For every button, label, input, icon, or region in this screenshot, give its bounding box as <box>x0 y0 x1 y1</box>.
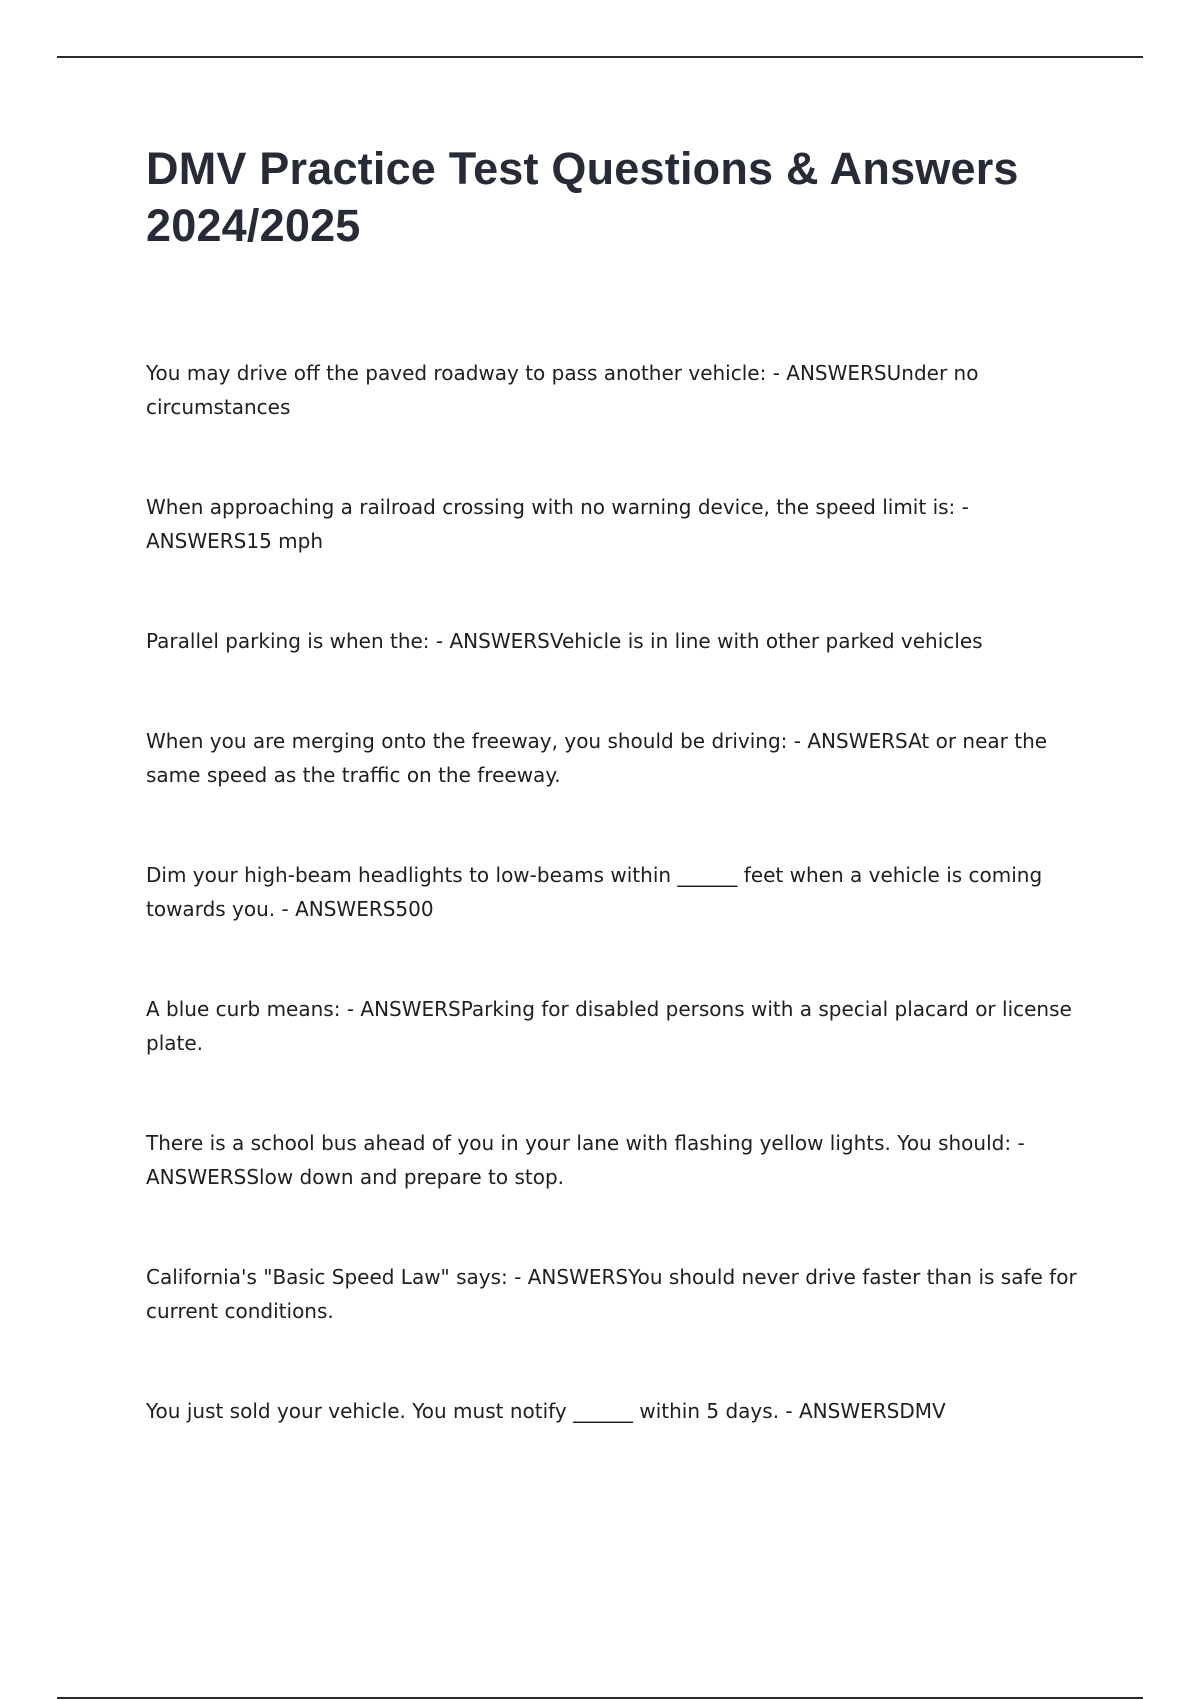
answer-text: DMV <box>899 1399 946 1423</box>
answer-marker: - ANSWERS <box>793 729 909 753</box>
document-title: DMV Practice Test Questions & Answers 2024/2025 <box>146 143 1019 251</box>
answer-text: 500 <box>395 897 434 921</box>
answer-text: Parking for disabled persons with a special placard or license plate. <box>146 997 1072 1055</box>
qa-item-6 <box>146 992 1086 1060</box>
answer-marker: - ANSWERS <box>435 629 550 653</box>
question-text: California's "Basic Speed Law" says: <box>146 1265 515 1289</box>
answer-text: Slow down and prepare to stop. <box>246 1165 565 1189</box>
question-text: When approaching a railroad crossing with no warning device, the speed limit is: <box>146 495 962 519</box>
question-text: There is a school bus ahead of you in your lane with flashing yellow lights. You should: <box>146 1131 1018 1155</box>
answer-marker: - ANSWERS <box>146 495 969 553</box>
top-rule <box>57 56 1143 58</box>
qa-item-7 <box>146 1126 1086 1194</box>
answer-text: At or near the same speed as the traffic on the freeway. <box>146 729 1048 787</box>
question-text: You just sold your vehicle. You must notify ______ within 5 days. <box>146 1399 786 1423</box>
bottom-rule <box>57 1697 1143 1699</box>
question-text: When you are merging onto the freeway, you should be driving: <box>146 729 794 753</box>
qa-item-3 <box>146 624 1086 658</box>
answer-marker: - ANSWERS <box>772 361 887 385</box>
qa-item-5 <box>146 858 1086 926</box>
answer-marker: - ANSWERS <box>346 997 461 1021</box>
qa-item-1 <box>146 356 1086 424</box>
answer-marker: - ANSWERS <box>281 897 396 921</box>
answer-text: Vehicle is in line with other parked vehicles <box>549 629 983 653</box>
question-text: Parallel parking is when the: <box>146 629 436 653</box>
answer-text: You should never drive faster than is safe for current conditions. <box>146 1265 1077 1323</box>
question-text: You may drive off the paved roadway to pass another vehicle: <box>146 361 773 385</box>
qa-item-4 <box>146 724 1086 792</box>
document-body <box>146 140 1086 1423</box>
answer-marker: - ANSWERS <box>514 1265 629 1289</box>
answer-text: Under no circumstances <box>146 361 979 419</box>
question-text: Dim your high-beam headlights to low-beams within ______ feet when a vehicle is coming towards you. <box>146 863 1043 921</box>
answer-text: 15 mph <box>246 529 324 553</box>
question-text: A blue curb means: <box>146 997 347 1021</box>
qa-item-9 <box>146 1394 1086 1428</box>
qa-item-8 <box>146 1260 1086 1328</box>
answer-marker: - ANSWERS <box>785 1399 900 1423</box>
qa-item-2 <box>146 490 1086 558</box>
answer-marker: - ANSWERS <box>146 1131 1025 1189</box>
